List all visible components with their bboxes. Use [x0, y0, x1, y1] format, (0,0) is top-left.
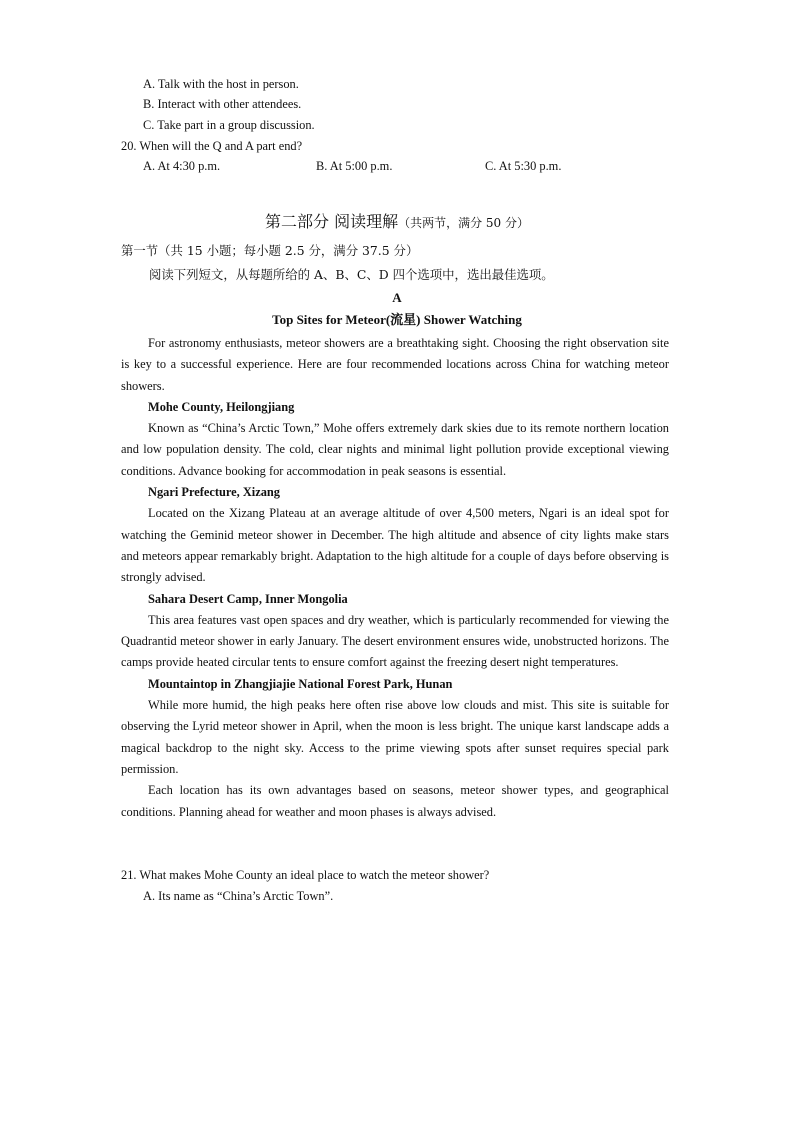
- section-title: 第一节（共 15 小题；每小题 2.5 分，满分 37.5 分）: [121, 243, 419, 258]
- passage-body: [121, 333, 669, 823]
- part-title: [0, 212, 794, 233]
- site-heading: Ngari Prefecture, Xizang: [148, 485, 281, 500]
- site-paragraph: Located on the Xizang Plateau at an average altitude of over 4,500 meters, Ngari is an ideal spot for watching the Geminid meteor shower in December. The high altitude and absence of city lights make stars and meteors appear remarkably bright. Adaptation to the high altitude for a couple of days before observing is strongly advised.: [121, 506, 669, 585]
- part-title-main: 第二部分 阅读理解: [265, 212, 399, 231]
- site-heading: Mountaintop in Zhangjiajie National Forest Park, Hunan: [148, 676, 453, 691]
- q21-question: 21. What makes Mohe County an ideal place to watch the meteor shower?: [121, 868, 490, 882]
- passage-closing: Each location has its own advantages based on seasons, meteor shower types, and geographical conditions. Planning ahead for weather and moon phases is always advised.: [121, 783, 669, 819]
- part-title-sub: （共两节，满分 50 分）: [398, 216, 529, 230]
- passage-letter: A: [392, 290, 402, 305]
- q20-question: 20. When will the Q and A part end?: [121, 139, 303, 153]
- q21-option-a: A. Its name as “China’s Arctic Town”.: [143, 889, 334, 903]
- q20-option-a: A. At 4:30 p.m.: [143, 159, 221, 173]
- passage-title: Top Sites for Meteor(流星) Shower Watching: [272, 312, 522, 327]
- q19-option-a: A. Talk with the host in person.: [143, 77, 299, 91]
- site-paragraph: While more humid, the high peaks here often rise above low clouds and mist. This site is suitable for observing the Lyrid meteor shower in April, when the moon is less bright. The unique karst landscape adds a magical backdrop to the night sky. Access to the prime viewing spots after sunset requires special park permission.: [121, 698, 669, 776]
- section-instruction: 阅读下列短文，从每题所给的 A、B、C、D 四个选项中，选出最佳选项。: [149, 267, 554, 282]
- q19-option-b: B. Interact with other attendees.: [143, 97, 302, 111]
- q20-option-b: B. At 5:00 p.m.: [316, 159, 393, 173]
- site-heading: Sahara Desert Camp, Inner Mongolia: [148, 591, 348, 606]
- q19-option-c: C. Take part in a group discussion.: [143, 118, 315, 132]
- site-heading: Mohe County, Heilongjiang: [148, 399, 295, 414]
- site-paragraph: This area features vast open spaces and dry weather, which is particularly recommended for viewing the Quadrantid meteor shower in early January. The desert environment ensures wide, unobstructed horizons. The camps provide heated circular tents to ensure comfort against the freezing desert night temperatures.: [121, 612, 669, 670]
- q20-option-c: C. At 5:30 p.m.: [485, 159, 562, 173]
- site-paragraph: Known as “China’s Arctic Town,” Mohe offers extremely dark skies due to its remote northern location and low population density. The cold, clear nights and minimal light pollution provide exceptional viewing conditions. Advance booking for accommodation in peak seasons is essential.: [121, 421, 669, 478]
- passage-intro: For astronomy enthusiasts, meteor showers are a breathtaking sight. Choosing the right observation site is key to a successful experience. Here are four recommended locations across China for watching meteor showers.: [121, 336, 669, 393]
